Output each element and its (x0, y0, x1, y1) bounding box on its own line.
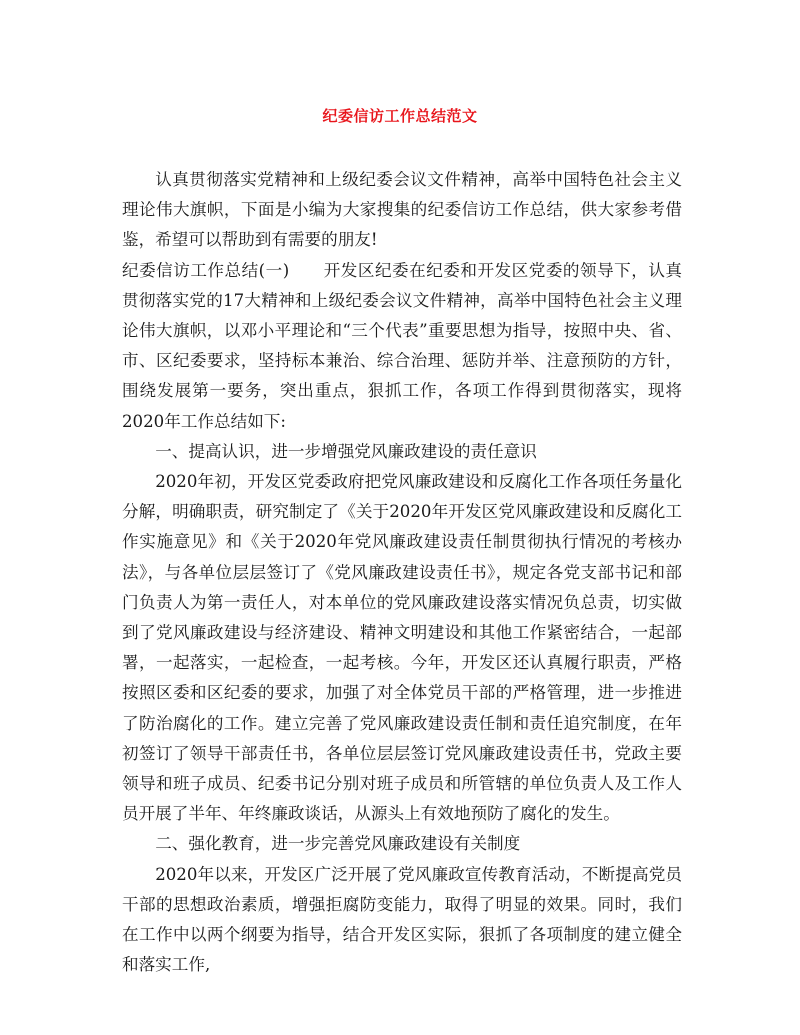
intro-paragraph: 认真贯彻落实党精神和上级纪委会议文件精神，高举中国特色社会主义理论伟大旗帜，下面是小编为大家搜集的纪委信访工作总结，供大家参考借鉴，希望可以帮助到有需要的朋友! (122, 170, 682, 250)
paragraph-1: 2020年初，开发区党委政府把党风廉政建设和反腐化工作各项任务量化分解，明确职责，研究制定了《关于2020年开发区党风廉政建设和反腐化工作实施意见》和《关于2020年党风廉政建设责任制贯彻执行情况的考核办法》，与各单位层层签订了《党风廉政建设责任书》，规定各党支部书记和部门负责人为第一责任人，对本单位的党风廉政建设落实情况负总责，切实做到了党风廉政建设与经济建设、精神文明建设和其他工作紧密结合，一起部署，一起落实，一起检查，一起考核。今年，开发区还认真履行职责，严格按照区委和区纪委的要求，加强了对全体党员干部的严格管理，进一步推进了防治腐化的工作。建立完善了党风廉政建设责任制和责任追究制度，在年初签订了领导干部责任书，各单位层层签订党风廉政建设责任书，党政主要领导和班子成员、纪委书记分别对班子成员和所管辖的单位负责人及工作人员开展了半年、年终廉政谈话，从源头上有效地预防了腐化的发生。 (122, 472, 682, 824)
document-title: 纪委信访工作总结范文 (322, 107, 478, 125)
section-paragraph (122, 256, 682, 437)
document-body (122, 165, 682, 980)
heading-1: 一、提高认识，进一步增强党风廉政建设的责任意识 (155, 441, 537, 461)
section-opening: 开发区纪委在纪委和开发区党委的领导下，认真贯彻落实党的17大精神和上级纪委会议文件精神，高举中国特色社会主义理论伟大旗帜，以邓小平理论和“三个代表”重要思想为指导，按照中央、省、市、区纪委要求，坚持标本兼治、综合治理、惩防并举、注意预防的方针，围绕发展第一要务，突出重点，狠抓工作，各项工作得到贯彻落实，现将2020年工作总结如下: (122, 260, 683, 431)
paragraph-2: 2020年以来，开发区广泛开展了党风廉政宣传教育活动，不断提高党员干部的思想政治素质，增强拒腐防变能力，取得了明显的效果。同时，我们在工作中以两个纲要为指导，结合开发区实际，狠抓了各项制度的建立健全和落实工作, (122, 864, 682, 975)
heading-2: 二、强化教育，进一步完善党风廉政建设有关制度 (155, 834, 521, 854)
section-label: 纪委信访工作总结(一) (122, 260, 290, 280)
